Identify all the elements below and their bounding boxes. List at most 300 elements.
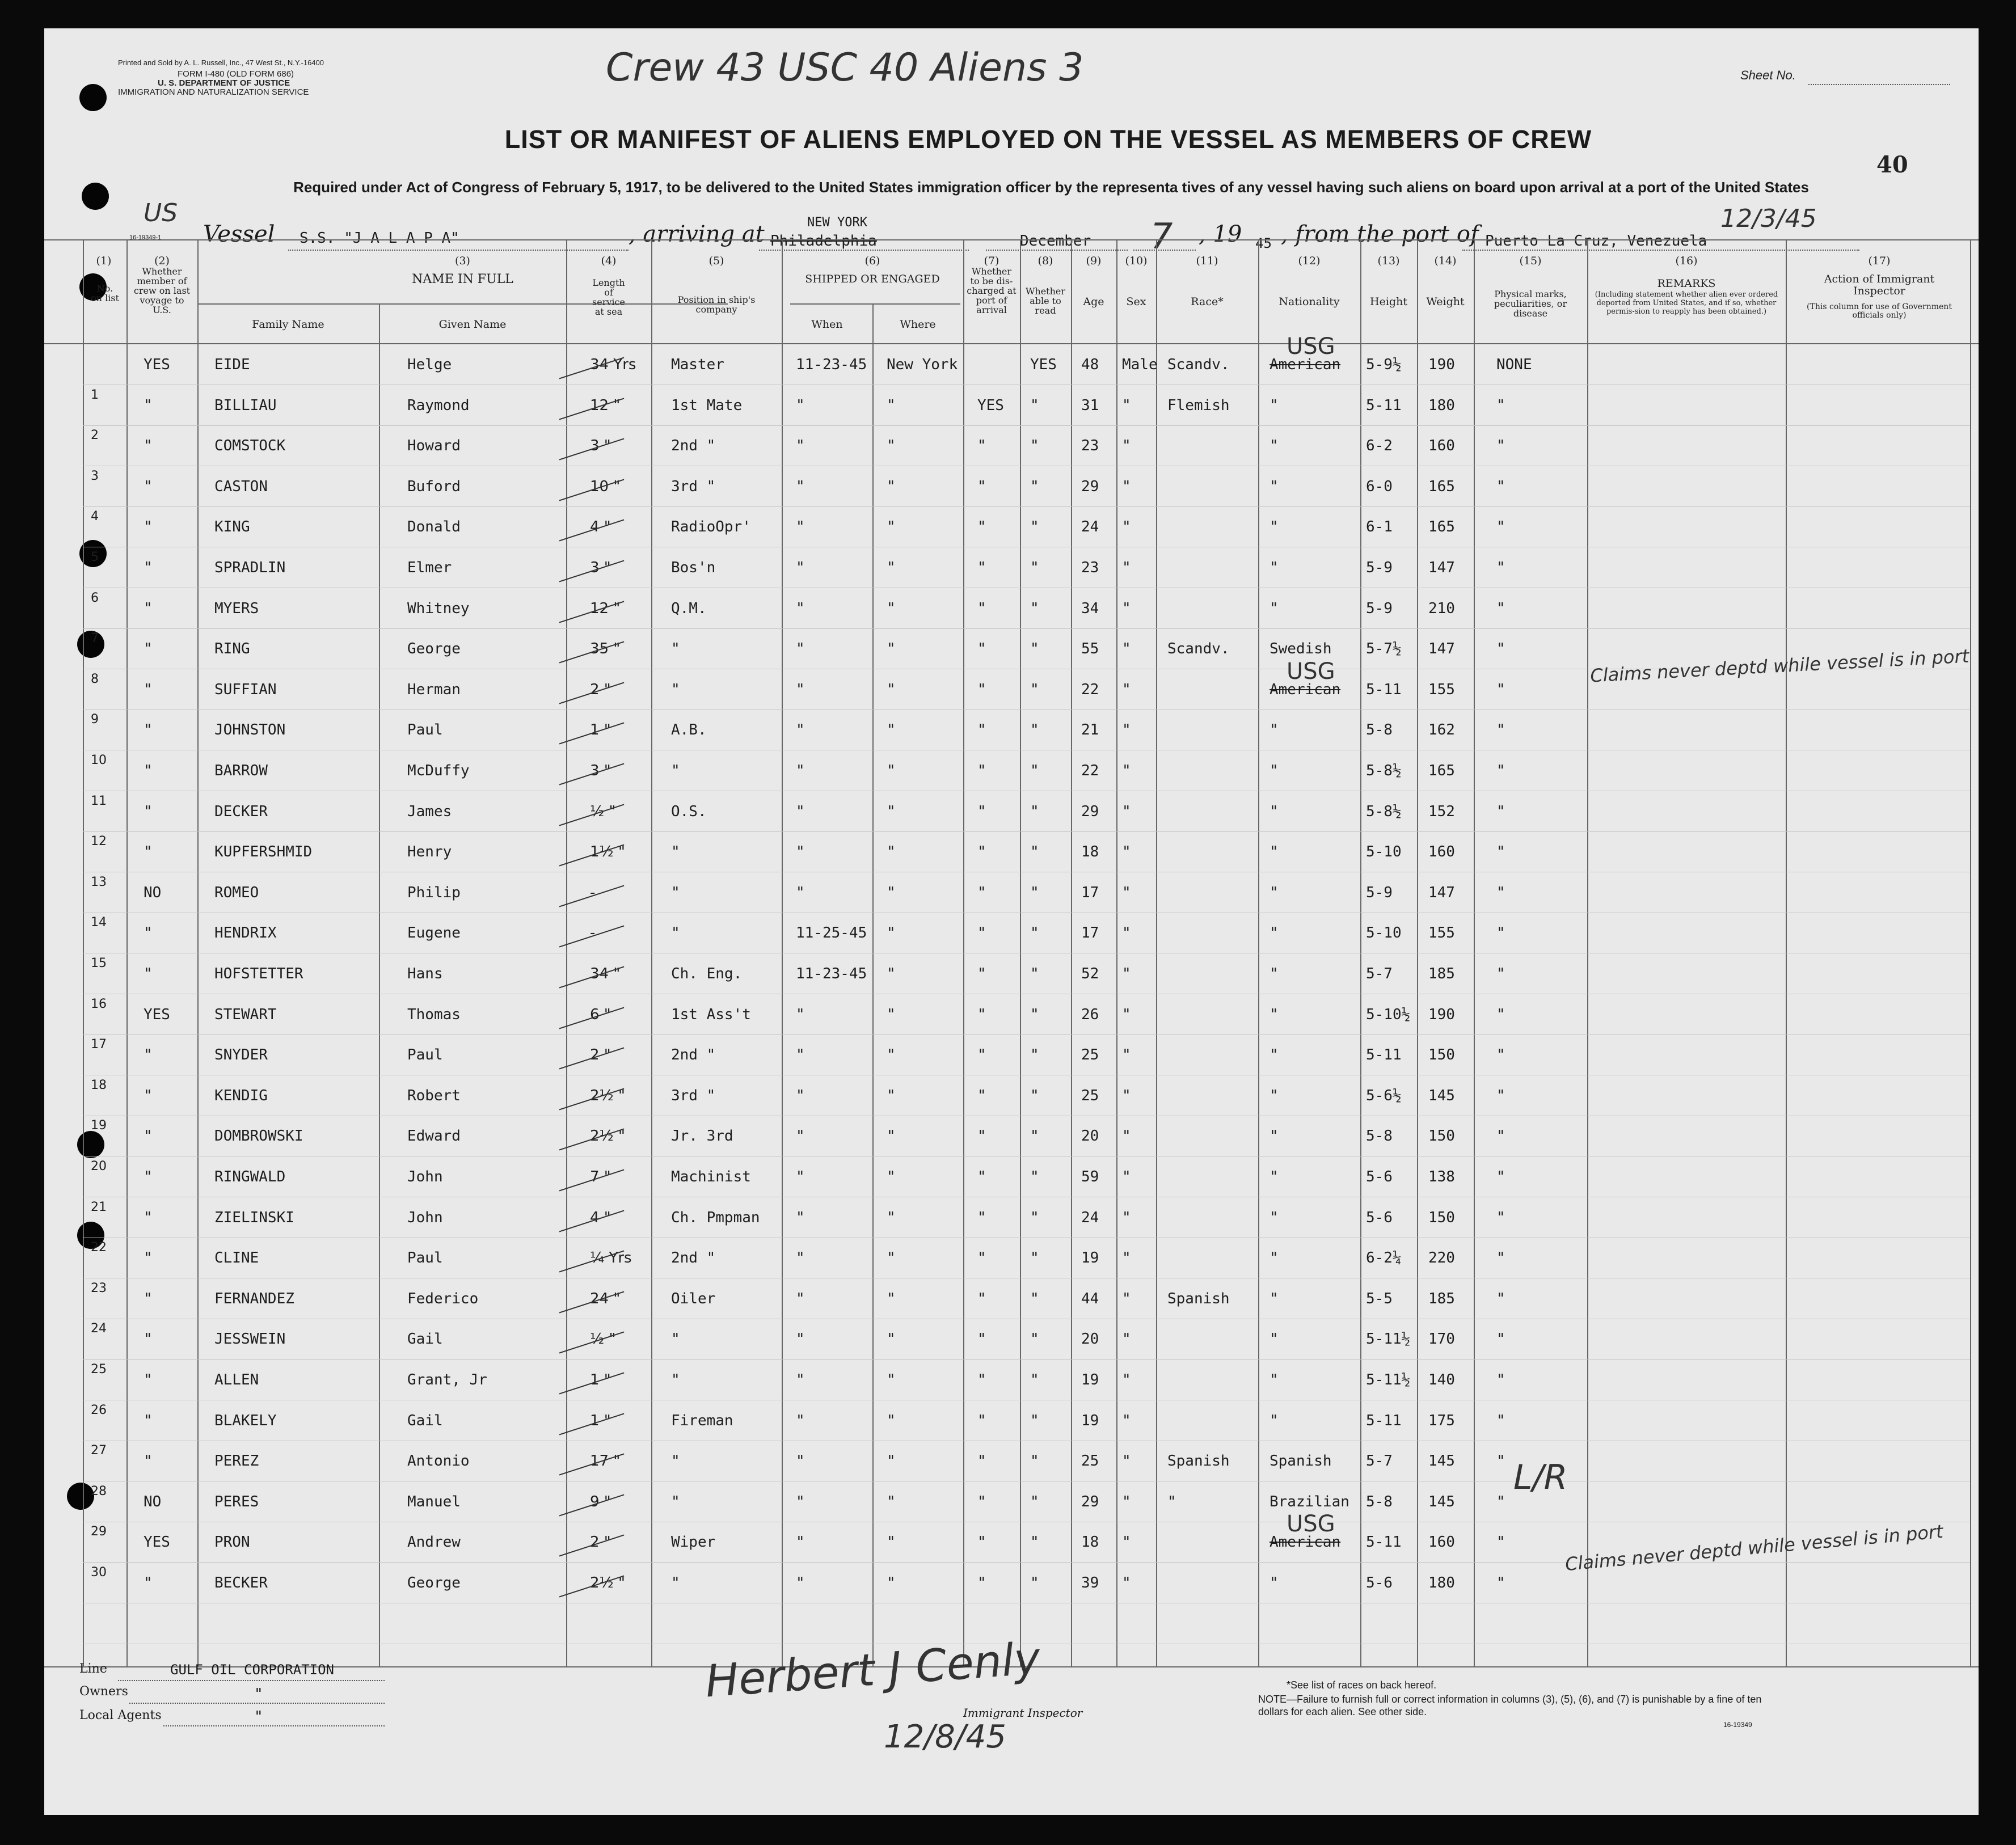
row-number-cell: 13 [91, 875, 107, 889]
inspector-signature: Herbert J Cenly [703, 1633, 1042, 1708]
weight-cell: 165 [1428, 762, 1455, 779]
service-name: IMMIGRATION AND NATURALIZATION SERVICE [118, 87, 309, 97]
position-cell: 2nd " [671, 1046, 716, 1063]
previous-voyage-cell: " [144, 965, 153, 982]
nationality-cell: " [1270, 1290, 1279, 1307]
nationality-cell: " [1270, 1249, 1279, 1266]
shipped-when-cell: " [796, 437, 805, 454]
able-to-read-cell: " [1030, 397, 1039, 414]
previous-voyage-cell: " [144, 1087, 153, 1104]
previous-voyage-cell: " [144, 478, 153, 495]
given-name-cell: Edward [407, 1128, 461, 1145]
vessel-name: S.S. "J A L A P A" [300, 230, 459, 247]
col6-number: (6) [864, 255, 880, 267]
height-cell: 5-11½ [1366, 1371, 1411, 1388]
age-cell: 29 [1081, 478, 1099, 495]
shipped-where-cell: " [887, 1168, 896, 1185]
family-name-cell: BILLIAU [214, 397, 277, 414]
able-to-read-cell: " [1030, 1412, 1039, 1429]
col12-header: Nationality [1279, 295, 1340, 308]
weight-cell: 160 [1428, 843, 1455, 860]
able-to-read-cell: " [1030, 843, 1039, 860]
position-cell: " [671, 924, 680, 942]
family-name-cell: FERNANDEZ [214, 1290, 294, 1307]
col11-number: (11) [1196, 255, 1218, 267]
handwritten-date: 12/3/45 [1720, 204, 1817, 233]
shipped-when-cell: " [796, 1046, 805, 1063]
service-length-cell: 2 " [590, 681, 611, 698]
able-to-read-cell: " [1030, 1087, 1039, 1104]
row-number-cell: 27 [91, 1443, 107, 1458]
family-name-cell: HENDRIX [214, 924, 277, 942]
able-to-read-cell: " [1030, 1128, 1039, 1145]
row-number-cell: 26 [91, 1403, 107, 1417]
physical-marks-cell: " [1496, 1290, 1505, 1307]
department-name: U. S. DEPARTMENT OF JUSTICE [158, 78, 290, 88]
service-length-cell: 1 " [590, 1412, 611, 1429]
age-cell: 22 [1081, 681, 1099, 698]
col17-number: (17) [1868, 255, 1891, 267]
col2-header: Whether member of crew on last voyage to U.S. [133, 266, 191, 315]
previous-voyage-cell: " [144, 1574, 153, 1591]
row-number-cell: 3 [91, 469, 99, 483]
physical-marks-cell: " [1496, 1209, 1505, 1226]
race-cell: Scandv. [1167, 640, 1230, 657]
sex-cell: " [1122, 1046, 1131, 1063]
age-cell: 23 [1081, 559, 1099, 576]
previous-voyage-cell: " [144, 1412, 153, 1429]
given-name-cell: Andrew [407, 1534, 461, 1551]
col3-header: NAME IN FULL [412, 272, 513, 286]
height-cell: 5-7 [1366, 1453, 1393, 1470]
given-name-cell: Donald [407, 518, 461, 535]
row-number-cell: 23 [91, 1281, 107, 1295]
row-number-cell: 19 [91, 1118, 107, 1133]
position-cell: Jr. 3rd [671, 1128, 733, 1145]
shipped-when-cell: " [796, 1493, 805, 1510]
position-cell: RadioOpr' [671, 518, 751, 535]
col17-subheader: (This column for use of Government officials only) [1807, 302, 1952, 320]
shipped-where-cell: " [887, 803, 896, 820]
name-subheader-rule [197, 303, 728, 305]
position-cell: Oiler [671, 1290, 716, 1307]
given-name-cell: Herman [407, 681, 461, 698]
physical-marks-cell: " [1496, 600, 1505, 617]
weight-cell: 147 [1428, 640, 1455, 657]
col14-header: Weight [1426, 295, 1465, 308]
nationality-cell: " [1270, 1371, 1279, 1388]
shipped-when-cell: " [796, 397, 805, 414]
given-name-cell: Eugene [407, 924, 461, 942]
row-rule [83, 831, 1970, 832]
age-cell: 25 [1081, 1046, 1099, 1063]
height-cell: 5-11 [1366, 1046, 1402, 1063]
family-name-cell: PRON [214, 1534, 250, 1551]
physical-marks-cell: " [1496, 640, 1505, 657]
weight-cell: 160 [1428, 437, 1455, 454]
col14-number: (14) [1434, 255, 1457, 267]
able-to-read-cell: " [1030, 640, 1039, 657]
position-cell: 1st Mate [671, 397, 743, 414]
weight-cell: 220 [1428, 1249, 1455, 1266]
vessel-name-line [288, 250, 629, 251]
discharged-cell: " [977, 559, 986, 576]
col16-subheader: (Including statement whether alien ever ordered deported from United States, and if so, whether permis-sion to reapply has been obtained.) [1595, 290, 1778, 316]
previous-voyage-cell: NO [144, 884, 162, 901]
shipped-where-cell: " [887, 1412, 896, 1429]
discharged-cell: " [977, 1534, 986, 1551]
able-to-read-cell: " [1030, 1534, 1039, 1551]
weight-cell: 165 [1428, 518, 1455, 535]
physical-marks-cell: " [1496, 1006, 1505, 1023]
col12-number: (12) [1298, 255, 1321, 267]
able-to-read-cell: " [1030, 1453, 1039, 1470]
owners-label: Owners [79, 1684, 128, 1699]
service-length-cell: 2½ " [590, 1087, 625, 1104]
shipped-when-cell: " [796, 721, 805, 738]
shipped-when-cell: " [796, 1331, 805, 1348]
col1-number: (1) [96, 255, 112, 267]
sex-cell: " [1122, 1128, 1131, 1145]
shipped-where-cell: " [887, 1371, 896, 1388]
row-number-cell: 30 [91, 1565, 107, 1580]
arrival-day: 7 [1150, 216, 1173, 257]
discharged-cell: " [977, 1290, 986, 1307]
col11-header: Race* [1191, 295, 1224, 308]
year-suffix: 45 [1255, 235, 1272, 251]
age-cell: 44 [1081, 1290, 1099, 1307]
given-name-cell: George [407, 1574, 461, 1591]
race-cell: Scandv. [1167, 356, 1230, 373]
age-cell: 31 [1081, 397, 1099, 414]
service-length-cell: 2½ " [590, 1574, 625, 1591]
month-line [986, 250, 1128, 251]
age-cell: 24 [1081, 518, 1099, 535]
physical-marks-cell: " [1496, 721, 1505, 738]
sex-cell: " [1122, 1087, 1131, 1104]
age-cell: 25 [1081, 1087, 1099, 1104]
given-name-cell: Helge [407, 356, 452, 373]
height-cell: 5-11 [1366, 1534, 1402, 1551]
sex-cell: " [1122, 397, 1131, 414]
previous-voyage-cell: " [144, 843, 153, 860]
position-cell: " [671, 843, 680, 860]
height-cell: 5-11 [1366, 681, 1402, 698]
col7-number: (7) [984, 255, 999, 267]
row-number-cell: 2 [91, 428, 99, 442]
nationality-cell: " [1270, 397, 1279, 414]
age-cell: 25 [1081, 1453, 1099, 1470]
previous-voyage-cell: " [144, 437, 153, 454]
shipped-when-cell: 11-25-45 [796, 924, 867, 942]
manifest-sheet [44, 28, 1979, 1815]
weight-cell: 185 [1428, 1290, 1455, 1307]
age-cell: 52 [1081, 965, 1099, 982]
service-length-cell: 6 " [590, 1006, 611, 1023]
sex-cell: " [1122, 924, 1131, 942]
discharged-cell: " [977, 1006, 986, 1023]
sex-cell: " [1122, 1534, 1131, 1551]
family-name-cell: JOHNSTON [214, 721, 286, 738]
race-cell: Spanish [1167, 1290, 1230, 1307]
nationality-cell: " [1270, 1412, 1279, 1429]
age-cell: 39 [1081, 1574, 1099, 1591]
age-cell: 19 [1081, 1249, 1099, 1266]
previous-voyage-cell: " [144, 1128, 153, 1145]
family-name-cell: SUFFIAN [214, 681, 277, 698]
row-number-cell: 24 [91, 1322, 107, 1336]
able-to-read-cell: " [1030, 478, 1039, 495]
family-name-cell: KING [214, 518, 250, 535]
shipped-when-cell: " [796, 518, 805, 535]
discharged-cell: " [977, 1574, 986, 1591]
age-cell: 55 [1081, 640, 1099, 657]
height-cell: 5-9 [1366, 884, 1393, 901]
position-cell: Bos'n [671, 559, 716, 576]
service-length-cell: 9 " [590, 1493, 611, 1510]
position-cell: Ch. Eng. [671, 965, 743, 982]
inspector-label: Immigrant Inspector [963, 1706, 1083, 1720]
col3-family-header: Family Name [252, 318, 324, 331]
physical-marks-cell: " [1496, 1412, 1505, 1429]
shipped-where-cell: " [887, 1006, 896, 1023]
discharged-cell: " [977, 924, 986, 942]
nationality-cell: " [1270, 1574, 1279, 1591]
physical-marks-cell: " [1496, 1128, 1505, 1145]
service-length-cell: 2 " [590, 1046, 611, 1063]
shipped-where-cell: " [887, 1087, 896, 1104]
shipped-where-cell: " [887, 1453, 896, 1470]
family-name-cell: RINGWALD [214, 1168, 286, 1185]
able-to-read-cell: " [1030, 762, 1039, 779]
sex-cell: " [1122, 1412, 1131, 1429]
manifest-title: LIST OR MANIFEST OF ALIENS EMPLOYED ON THE VESSEL AS MEMBERS OF CREW [504, 125, 1592, 154]
age-cell: 17 [1081, 884, 1099, 901]
weight-cell: 210 [1428, 600, 1455, 617]
nationality-cell: " [1270, 518, 1279, 535]
shipped-when-cell: " [796, 1453, 805, 1470]
family-name-cell: EIDE [214, 356, 250, 373]
weight-cell: 162 [1428, 721, 1455, 738]
nationality-cell: " [1270, 1331, 1279, 1348]
height-cell: 5-10½ [1366, 1006, 1411, 1023]
given-name-cell: John [407, 1209, 443, 1226]
day-line [1133, 250, 1196, 251]
row-number-cell: 5 [91, 550, 99, 564]
able-to-read-cell: " [1030, 1006, 1039, 1023]
family-name-cell: STEWART [214, 1006, 277, 1023]
physical-marks-cell: " [1496, 478, 1505, 495]
weight-cell: 152 [1428, 803, 1455, 820]
age-cell: 48 [1081, 356, 1099, 373]
shipped-where-cell: " [887, 640, 896, 657]
sex-cell: " [1122, 884, 1131, 901]
sex-cell: " [1122, 965, 1131, 982]
port-struck: Philadelphia [770, 233, 877, 250]
shipped-when-cell: 11-23-45 [796, 356, 867, 373]
sex-cell: " [1122, 1574, 1131, 1591]
previous-voyage-cell: " [144, 803, 153, 820]
punch-hole [82, 183, 109, 210]
line-value: GULF OIL CORPORATION [170, 1662, 334, 1678]
age-cell: 20 [1081, 1128, 1099, 1145]
row-number-cell: 20 [91, 1159, 107, 1173]
nationality-cell: " [1270, 1128, 1279, 1145]
previous-voyage-cell: YES [144, 356, 170, 373]
able-to-read-cell: " [1030, 1574, 1039, 1591]
family-name-cell: SPRADLIN [214, 559, 286, 576]
previous-voyage-cell: " [144, 600, 153, 617]
height-cell: 5-8 [1366, 1493, 1393, 1510]
discharged-cell: " [977, 884, 986, 901]
given-name-cell: Grant, Jr [407, 1371, 487, 1388]
height-cell: 5-10 [1366, 843, 1402, 860]
nationality-correction: USG [1287, 1511, 1335, 1537]
shipped-when-cell: " [796, 600, 805, 617]
weight-cell: 175 [1428, 1412, 1455, 1429]
shipped-when-cell: " [796, 478, 805, 495]
weight-cell: 180 [1428, 397, 1455, 414]
discharged-cell: " [977, 843, 986, 860]
given-name-cell: Philip [407, 884, 461, 901]
family-name-cell: JESSWEIN [214, 1331, 286, 1348]
able-to-read-cell: " [1030, 1290, 1039, 1307]
able-to-read-cell: " [1030, 600, 1039, 617]
sex-cell: " [1122, 803, 1131, 820]
family-name-cell: CLINE [214, 1249, 259, 1266]
able-to-read-cell: " [1030, 1493, 1039, 1510]
age-cell: 23 [1081, 437, 1099, 454]
height-cell: 5-9 [1366, 600, 1393, 617]
shipped-where-cell: " [887, 559, 896, 576]
discharged-cell: " [977, 1493, 986, 1510]
col13-header: Height [1370, 295, 1407, 308]
service-length-cell: 7 " [590, 1168, 611, 1185]
col15-header: Physical marks, peculiarities, or disease [1494, 289, 1567, 319]
discharged-cell: " [977, 600, 986, 617]
family-name-cell: BECKER [214, 1574, 268, 1591]
col8-header: Whether able to read [1025, 286, 1066, 316]
physical-marks-cell: " [1496, 397, 1505, 414]
shipped-when-cell: " [796, 640, 805, 657]
able-to-read-cell: " [1030, 1168, 1039, 1185]
sex-cell: " [1122, 681, 1131, 698]
previous-voyage-cell: " [144, 1168, 153, 1185]
age-cell: 18 [1081, 1534, 1099, 1551]
able-to-read-cell: " [1030, 721, 1039, 738]
shipped-where-cell: " [887, 1331, 896, 1348]
previous-voyage-cell: " [144, 1046, 153, 1063]
service-length-cell: 3 " [590, 437, 611, 454]
position-cell: Ch. Pmpman [671, 1209, 760, 1226]
previous-voyage-cell: NO [144, 1493, 162, 1510]
previous-voyage-cell: " [144, 1290, 153, 1307]
discharged-cell: " [977, 803, 986, 820]
able-to-read-cell: YES [1030, 356, 1057, 373]
weight-cell: 180 [1428, 1574, 1455, 1591]
given-name-cell: Paul [407, 1046, 443, 1063]
position-cell: 3rd " [671, 1087, 716, 1104]
weight-cell: 138 [1428, 1168, 1455, 1185]
row-number-cell: 22 [91, 1240, 107, 1255]
service-length-cell: 2½ " [590, 1128, 625, 1145]
nationality-cell: " [1270, 1046, 1279, 1063]
position-cell: 2nd " [671, 437, 716, 454]
height-cell: 5-10 [1366, 924, 1402, 942]
position-cell: " [671, 681, 680, 698]
family-name-cell: PEREZ [214, 1453, 259, 1470]
position-cell: Fireman [671, 1412, 733, 1429]
row-number-cell: 29 [91, 1525, 107, 1539]
shipped-when-cell: " [796, 884, 805, 901]
col3-given-header: Given Name [438, 318, 507, 331]
age-cell: 18 [1081, 843, 1099, 860]
shipped-when-cell: " [796, 843, 805, 860]
col4-header: Length of service at sea [592, 277, 625, 317]
physical-marks-cell: " [1496, 1249, 1505, 1266]
row-number-cell: 6 [91, 591, 99, 605]
physical-marks-cell: " [1496, 1331, 1505, 1348]
service-length-cell: 12 " [590, 397, 621, 414]
weight-cell: 147 [1428, 884, 1455, 901]
sex-cell: " [1122, 478, 1131, 495]
line-value-underline [118, 1680, 385, 1681]
height-cell: 5-6 [1366, 1209, 1393, 1226]
nationality-cell: American [1270, 356, 1341, 373]
family-name-cell: DOMBROWSKI [214, 1128, 303, 1145]
physical-marks-cell: " [1496, 1493, 1505, 1510]
able-to-read-cell: " [1030, 1209, 1039, 1226]
row-rule [83, 628, 1970, 629]
nationality-cell: " [1270, 437, 1279, 454]
sex-cell: " [1122, 721, 1131, 738]
service-length-cell: ½ " [590, 1331, 616, 1348]
port-new-york: NEW YORK [807, 216, 867, 230]
position-cell: 1st Ass't [671, 1006, 751, 1023]
punch-hole [67, 1483, 94, 1510]
col16-header: REMARKS [1657, 277, 1716, 290]
height-cell: 5-7 [1366, 965, 1393, 982]
family-name-cell: DECKER [214, 803, 268, 820]
position-cell: " [671, 762, 680, 779]
vessel-label: Vessel [203, 221, 275, 247]
col10-number: (10) [1125, 255, 1148, 267]
sex-cell: " [1122, 1453, 1131, 1470]
col6-header: SHIPPED OR ENGAGED [805, 273, 940, 285]
given-name-cell: George [407, 640, 461, 657]
sex-cell: " [1122, 437, 1131, 454]
shipped-when-cell: " [796, 1168, 805, 1185]
given-name-cell: Henry [407, 843, 452, 860]
age-cell: 22 [1081, 762, 1099, 779]
given-name-cell: Antonio [407, 1453, 470, 1470]
family-name-cell: KENDIG [214, 1087, 268, 1104]
sex-cell: " [1122, 640, 1131, 657]
col15-number: (15) [1519, 255, 1542, 267]
previous-voyage-cell: YES [144, 1006, 170, 1023]
owners-underline [129, 1703, 385, 1704]
physical-marks-cell: " [1496, 843, 1505, 860]
shipped-when-cell: " [796, 1412, 805, 1429]
age-cell: 34 [1081, 600, 1099, 617]
able-to-read-cell: " [1030, 924, 1039, 942]
discharged-cell: " [977, 1412, 986, 1429]
discharged-cell: " [977, 478, 986, 495]
previous-voyage-cell: " [144, 640, 153, 657]
physical-marks-cell: " [1496, 1534, 1505, 1551]
row-number-cell: 12 [91, 834, 107, 848]
previous-voyage-cell: " [144, 397, 153, 414]
